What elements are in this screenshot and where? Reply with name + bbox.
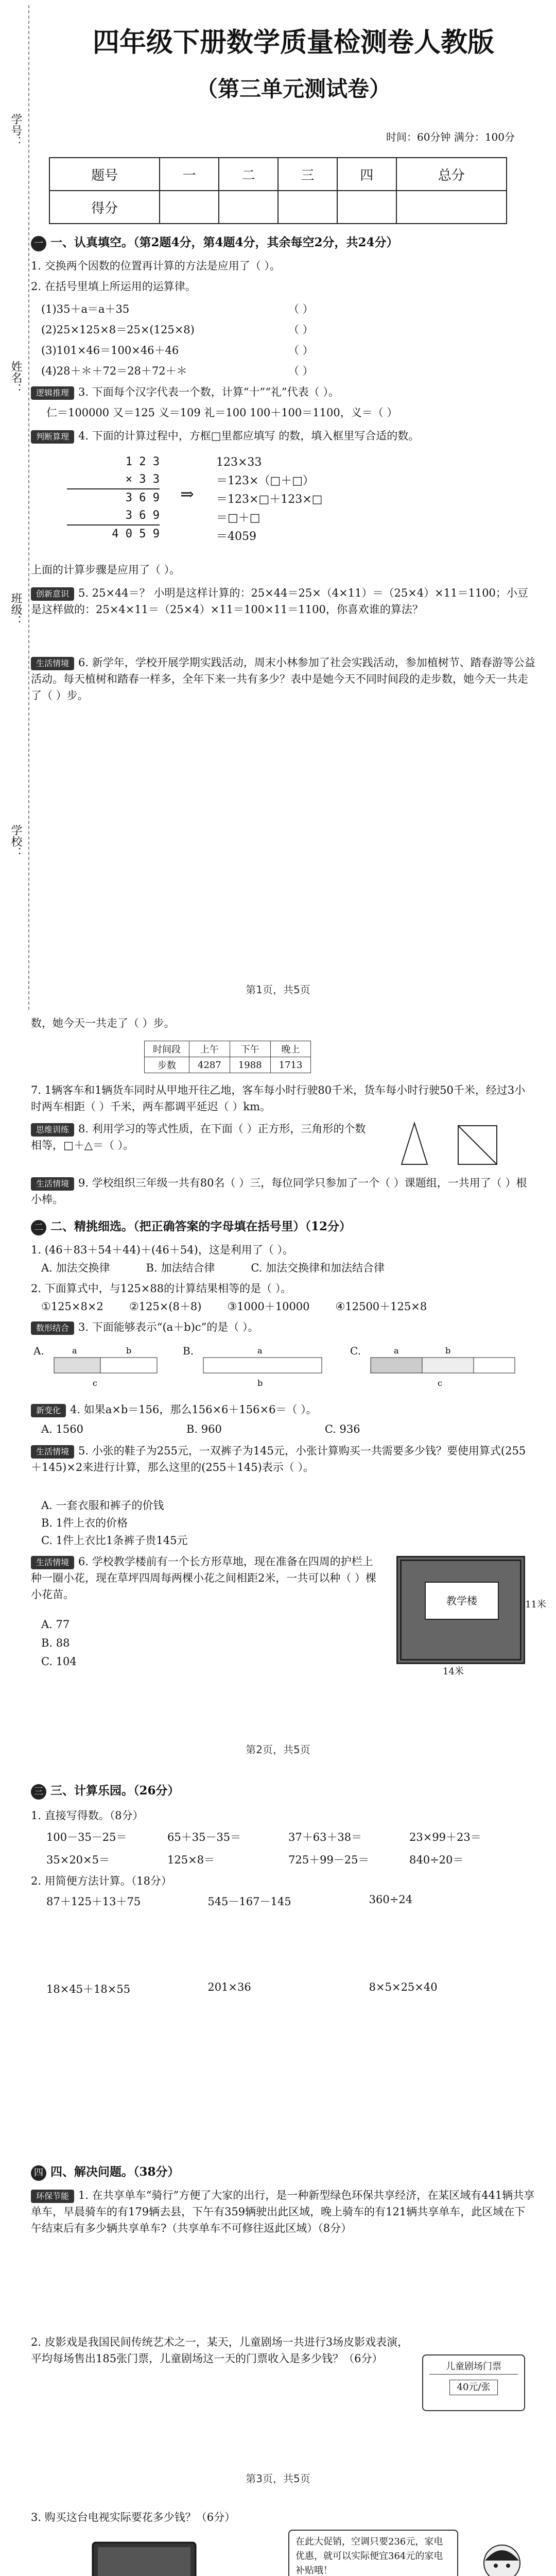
question-1-6-cont: 数，她今天一共走了（ ）步。 <box>31 1017 175 1029</box>
building-label: 教学楼 <box>425 1582 499 1620</box>
question-2-2-options <box>41 1298 535 1315</box>
option-b-label[interactable]: B. <box>183 1345 194 1357</box>
svg-text:c: c <box>93 1378 97 1388</box>
score-input-cell[interactable] <box>396 191 507 224</box>
score-table <box>49 157 507 224</box>
tag-label: 生活情境 <box>31 657 74 670</box>
question-2-6: 生活情境 6. 学校教学楼前有一个长方形草地，现在准备在四周的护栏上种一圈小花，现在草坪四周每两棵小花之间相距2米，一共可以种（ ）棵小花苗。 <box>31 1555 377 1601</box>
triangle-icon <box>402 1123 427 1164</box>
question-1-1: 1. 交换两个因数的位置再计算的方法是应用了（ ）。 <box>31 260 281 272</box>
oral-calc-item[interactable]: 35×20×5＝ <box>46 1854 110 1866</box>
calc-2-heading: 2. 用简便方法计算。（18分） <box>31 1875 172 1887</box>
promo-bubble: 在此大促销，空调只要236元，家电优惠，就可以实际便宜364元的家电补贴哦！ <box>288 2530 458 2576</box>
page-subtitle: （第三单元测试卷） <box>196 76 391 101</box>
question-1-2: 2. 在括号里填上所运用的运算律。 <box>31 280 196 293</box>
page-3 <box>0 1762 556 2494</box>
diagram-option-a <box>49 1342 167 1388</box>
shape-figures <box>396 1113 530 1175</box>
question-1-5: 创新意识 5. 25×44＝？ 小明是这样计算的：25×44＝25×（4×11）＝（25×4）×11＝1100；小豆是这样做的：25×4×11＝（25×4）×11＝100×11＝1100，你喜欢谁的算法？ <box>31 587 528 616</box>
tag-label: 生活情境 <box>31 1445 74 1459</box>
horizontal-calc: 123×33 ＝123×（□＋□） ＝123×□＋123×□ ＝□＋□ ＝4059 <box>216 456 323 543</box>
question-2-2: 2. 下面算式中，与125×88的计算结果相等的是（ ）。 <box>31 1282 292 1295</box>
tag-label: 思维训练 <box>31 1123 74 1137</box>
section-1-heading: 一 一、认真填空。（第2题4分，第4题4分，其余每空2分，共24分） <box>31 234 535 251</box>
question-1-4: 判断算理 4. 下面的计算过程中，方框□里都应填写 的数，填入框里写合适的数。 <box>31 428 535 444</box>
option-b[interactable]: B. 加法结合律 <box>146 1262 215 1274</box>
simplify-calc-item[interactable]: 87＋125＋13＋75 <box>46 1895 141 1908</box>
question-2-4: 新变化 4. 如果a×b＝156，那么156×6＋156×6＝（ ）。 <box>31 1401 535 1418</box>
oral-calc-item[interactable]: 725＋99－25＝ <box>288 1854 369 1866</box>
simplify-calc-item[interactable]: 360÷24 <box>369 1893 413 1906</box>
question-1-7: 7. 1辆客车和1辆货车同时从甲地开往乙地，客车每小时行驶80千米，货车每小时行驶50千米，经过3小时两车相距（ ）千米，两车都调平延迟（ ）km。 <box>31 1084 526 1113</box>
section-2-heading: 二 二、精挑细选。（把正确答案的字母填在括号里）（12分） <box>31 1218 535 1235</box>
score-input-cell[interactable] <box>278 191 337 224</box>
oral-calc-grid <box>46 1829 530 1867</box>
score-input-cell[interactable] <box>160 191 219 224</box>
tag-label: 生活情境 <box>31 1556 74 1569</box>
oral-calc-item[interactable]: 65＋35－35＝ <box>167 1831 241 1843</box>
score-header-cell: 题号 <box>49 158 160 191</box>
question-2-5: 生活情境 5. 小张的鞋子为255元，一双裤子为145元，小张计算购买一共需要多少钱？要使用算式(255＋145)×2来进行计算，那么这里的(255＋145)表示（ ）。 <box>31 1445 526 1473</box>
option-c[interactable]: C. 1件上衣比1条裤子贵145元 <box>41 1534 188 1547</box>
student-id-label: 学号： <box>9 113 22 147</box>
calc-1-heading: 1. 直接写得数。（8分） <box>31 1809 144 1822</box>
garden-height: 11米 <box>525 1599 546 1610</box>
option-c[interactable]: C. 936 <box>324 1423 360 1435</box>
page-4 <box>0 2494 556 2576</box>
ticket-label: 儿童剧场门票 <box>429 2360 518 2375</box>
question-1-8: 思维训练 8. 利用学习的等式性质，在下面（ ）正方形，三角形的个数相等，□＋△＝（ ）。 <box>31 1123 366 1151</box>
simplify-calc-grid <box>46 1893 530 2069</box>
tag-label: 逻辑推理 <box>31 386 74 400</box>
option-a[interactable]: A. 1560 <box>41 1423 83 1435</box>
time-info: 时间：60分钟 满分：100分 <box>386 131 515 143</box>
svg-text:a: a <box>72 1346 77 1355</box>
score-row-label: 得分 <box>49 191 160 224</box>
simplify-calc-item[interactable]: 201×36 <box>207 1981 251 1993</box>
svg-text:b: b <box>126 1346 132 1355</box>
score-header-cell: 总分 <box>396 158 507 191</box>
svg-text:a: a <box>394 1346 399 1355</box>
svg-text:b: b <box>445 1346 451 1355</box>
oral-calc-item[interactable]: 125×8＝ <box>167 1854 215 1866</box>
option-2[interactable]: ②125×(8＋8) <box>129 1300 202 1313</box>
tag-label: 数形结合 <box>31 1321 74 1335</box>
problem-4-2: 2. 皮影戏是我国民间传统艺术之一，某天，儿童剧场一共进行3场皮影戏表演，平均每场售出185张门票，儿童剧场这一天的门票收入是多少钱？（6分） <box>31 2336 409 2365</box>
option-b[interactable]: B. 88 <box>41 1637 70 1649</box>
section-3-heading: 三 三、计算乐园。（26分） <box>31 1783 535 1800</box>
score-header-cell: 一 <box>160 158 219 191</box>
option-b[interactable]: B. 960 <box>186 1423 222 1435</box>
option-a[interactable]: A. 加法交换律 <box>41 1262 110 1274</box>
svg-text:a: a <box>257 1346 263 1355</box>
section-number-icon: 四 <box>31 2165 46 2181</box>
section-number-icon: 三 <box>31 1784 46 1800</box>
option-c[interactable]: C. 加法交换律和加法结合律 <box>251 1262 385 1274</box>
page-title: 四年级下册数学质量检测卷人教版 <box>92 27 494 58</box>
garden-width: 14米 <box>443 1666 464 1677</box>
oral-calc-item[interactable]: 37＋63＋38＝ <box>288 1831 362 1843</box>
option-c[interactable]: C. 104 <box>41 1655 77 1668</box>
option-b[interactable]: B. 1件上衣的价格 <box>41 1517 128 1529</box>
tag-label: 判断算理 <box>31 430 74 444</box>
score-input-cell[interactable] <box>219 191 278 224</box>
diagram-option-c <box>366 1342 525 1388</box>
page-1 <box>0 0 556 1010</box>
section-4-heading: 四 四、解决问题。（38分） <box>31 2164 535 2181</box>
question-2-1-options <box>41 1260 535 1276</box>
student-avatar-icon <box>474 2540 530 2576</box>
svg-text:c: c <box>438 1378 442 1388</box>
score-input-cell[interactable] <box>337 191 396 224</box>
oral-calc-item[interactable]: 840÷20＝ <box>409 1854 464 1866</box>
garden-diagram <box>396 1556 525 1664</box>
ticket-price: 40元/张 <box>449 2380 498 2395</box>
question-2-4-options <box>41 1421 535 1437</box>
law-answer-list: （ ） （ ） （ ） （ ） <box>288 303 314 377</box>
question-2-6-options <box>41 1615 144 1671</box>
problem-4-3: 3. 购买这台电视实际要花多少钱？（6分） <box>31 2511 236 2523</box>
score-header-cell: 三 <box>278 158 337 191</box>
option-a[interactable]: A. 一套衣服和裤子的价钱 <box>41 1499 164 1512</box>
option-1[interactable]: ①125×8×2 <box>41 1300 103 1313</box>
simplify-calc-item[interactable]: 8×5×25×40 <box>369 1981 438 1993</box>
question-1-4-conclusion: 上面的计算步骤是应用了（ ）。 <box>31 564 181 576</box>
class-label: 班级： <box>9 592 22 626</box>
school-label: 学校： <box>9 824 22 858</box>
option-a[interactable]: A. 77 <box>41 1618 70 1631</box>
simplify-calc-item[interactable]: 18×45＋18×55 <box>46 1983 131 1995</box>
option-a-label[interactable]: A. <box>33 1345 44 1357</box>
tag-label: 环保节能 <box>31 2190 74 2203</box>
question-2-5-options <box>41 1497 535 1549</box>
question-2-1: 1. (46＋83＋54＋44)＋(46＋54)，这是利用了（ ）。 <box>31 1244 293 1256</box>
question-1-3-line: 仁＝100000 又＝125 义＝109 礼＝100 100＋100＝1100，义＝（ ） <box>46 406 398 419</box>
oral-calc-item[interactable]: 100－35－25＝ <box>46 1831 127 1843</box>
simplify-calc-item[interactable]: 545－167－145 <box>207 1895 291 1908</box>
arrow-icon: ⇒ <box>180 484 194 504</box>
option-c-label[interactable]: C. <box>350 1345 361 1357</box>
steps-table: 时间段 上午 下午 晚上 步数 4287 1988 1713 <box>144 1041 311 1073</box>
oral-calc-item[interactable]: 23×99＋23＝ <box>409 1831 481 1843</box>
section-number-icon: 一 <box>31 236 46 251</box>
tag-label: 新变化 <box>31 1404 66 1417</box>
binding-dash-line <box>28 5 29 1010</box>
option-3[interactable]: ③1000＋10000 <box>227 1300 310 1313</box>
question-1-3: 逻辑推理 3. 下面每个汉字代表一个数，计算“十”“礼”代表（ ）。 <box>31 384 535 400</box>
svg-text:b: b <box>257 1378 263 1388</box>
question-1-9: 生活情境 9. 学校组织三年级一共有80名（ ）三，每位同学只参加了一个（ ）课题组，一共用了（ ）根小棒。 <box>31 1177 527 1206</box>
page-number: 第2页，共5页 <box>246 1743 310 1756</box>
problem-4-1: 环保节能 1. 在共享单车“骑行”方便了大家的出行，是一种新型绿色环保共享经济，在某区域有441辆共享单车，早晨骑车的有179辆去县，下午有359辆驶出此区域，晚上骑车的有121辆共享单车，此区域在下午结束后有多少辆共享单车?（共享单车不可修往返此区域）（8分） <box>31 2189 535 2234</box>
vertical-calc: 1 2 3 × 3 3 3 6 9 3 6 9 4 0 5 9 <box>67 453 160 543</box>
section-number-icon: 二 <box>31 1220 46 1235</box>
page-number: 第1页，共5页 <box>246 984 310 996</box>
tag-label: 生活情境 <box>31 1177 74 1191</box>
diagonal-line <box>458 1126 497 1164</box>
question-2-3: 数形结合 3. 下面能够表示“(a＋b)c”的是（ ）。 <box>31 1319 535 1335</box>
question-1-6: 生活情境 6. 新学年，学校开展学期实践活动，周末小林参加了社会实践活动，参加植树节、踏春游等公益活动。每天植树和踏春一样多，全年下来一共有多少？表中是她今天不同时间段的走步数，她今天一共走了（ ）步。 <box>31 656 535 702</box>
page-number: 第3页，共5页 <box>246 2472 310 2485</box>
law-list: (1)35＋a＝a＋35 (2)25×125×8＝25×(125×8) (3)101×46＝100×46＋46 (4)28＋＊＋72＝28＋72＋＊ <box>41 303 195 377</box>
score-header-cell: 二 <box>219 158 278 191</box>
score-header-cell: 四 <box>337 158 396 191</box>
name-label: 姓名： <box>9 361 22 395</box>
ticket-card <box>422 2354 525 2411</box>
page-2 <box>0 1010 556 1762</box>
option-4[interactable]: ④12500＋125×8 <box>335 1300 427 1313</box>
tag-label: 创新意识 <box>31 587 74 601</box>
tv-icon <box>88 2540 201 2576</box>
diagram-option-b <box>198 1342 332 1388</box>
